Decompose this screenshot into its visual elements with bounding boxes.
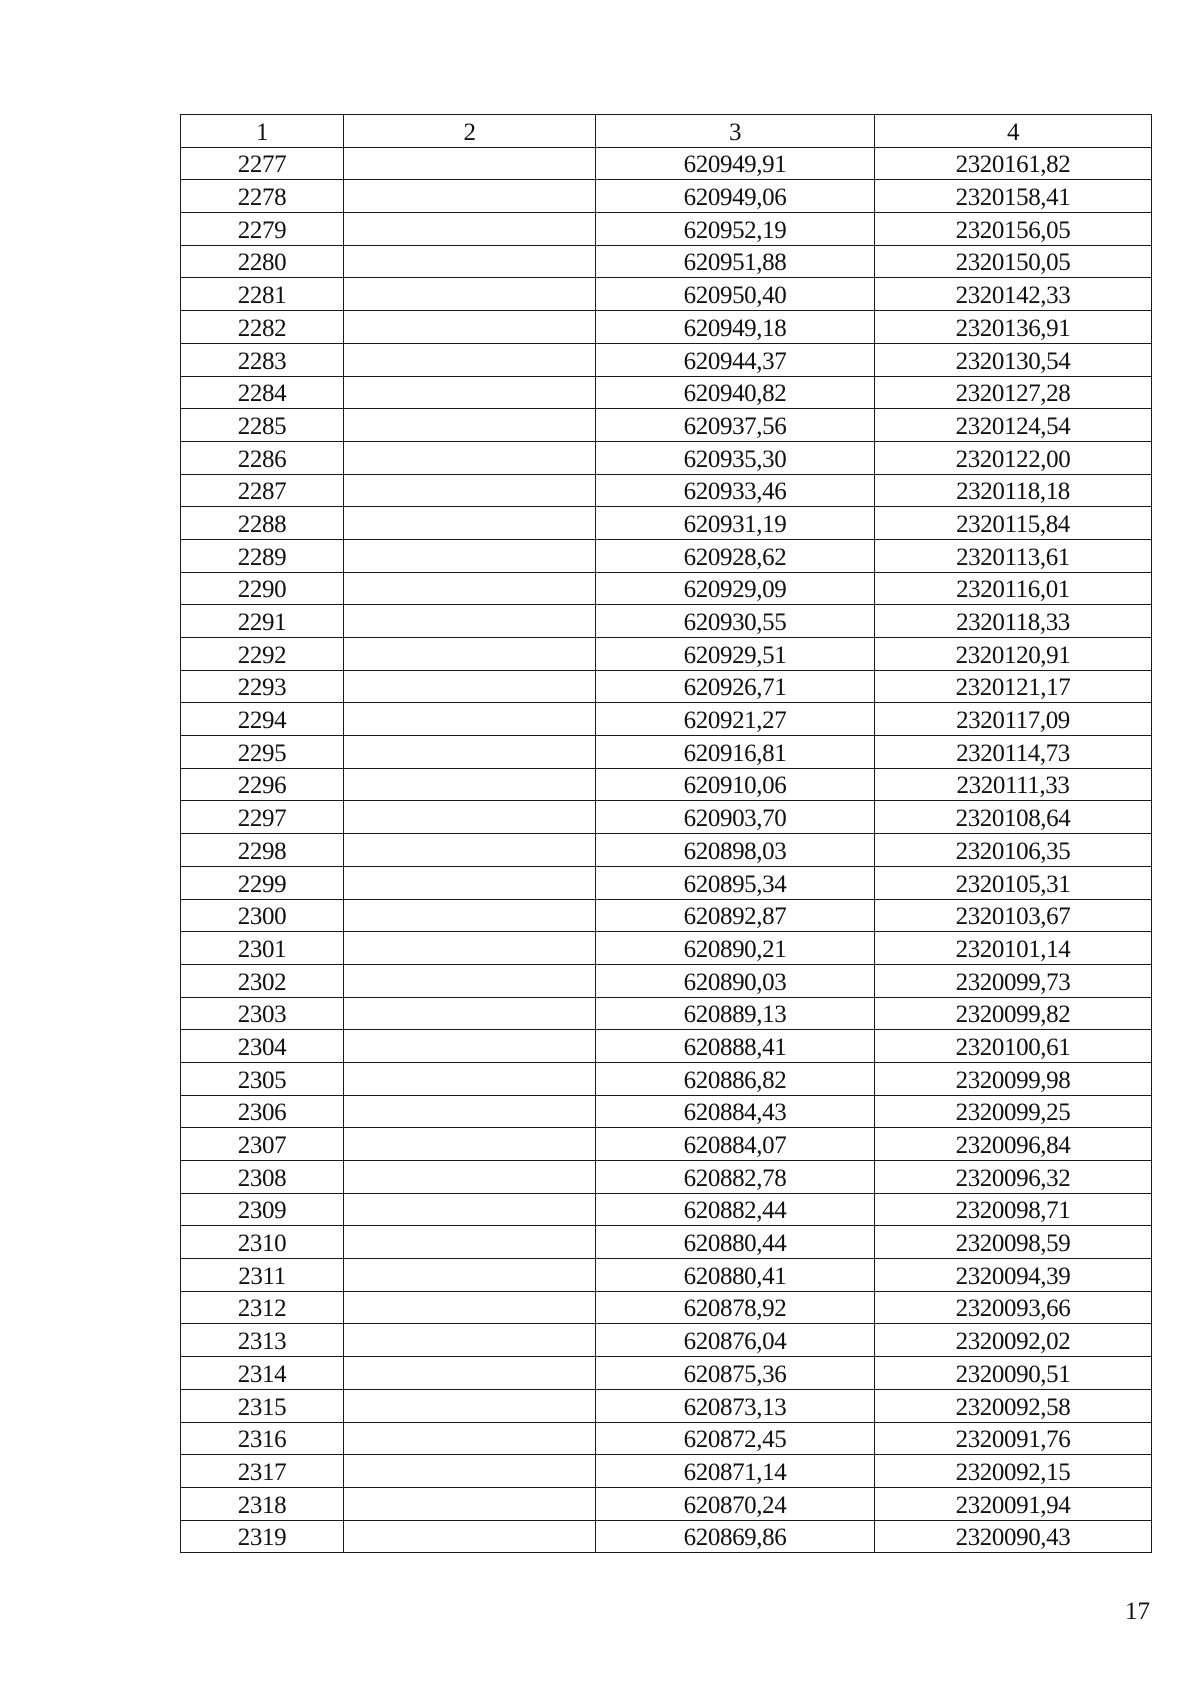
table-row bbox=[181, 899, 1152, 932]
table-row bbox=[181, 1520, 1152, 1553]
table-row bbox=[181, 180, 1152, 213]
table-header bbox=[181, 115, 1152, 148]
col-2-cell bbox=[344, 474, 596, 507]
y-coordinate-cell: 2320105,31 bbox=[875, 866, 1152, 899]
y-coordinate-cell: 2320091,94 bbox=[875, 1487, 1152, 1520]
point-number-cell: 2317 bbox=[181, 1455, 344, 1488]
y-coordinate-cell: 2320108,64 bbox=[875, 801, 1152, 834]
point-number-cell: 2279 bbox=[181, 213, 344, 246]
x-coordinate-cell: 620872,45 bbox=[596, 1422, 875, 1455]
y-coordinate-cell: 2320122,00 bbox=[875, 441, 1152, 474]
y-coordinate-cell: 2320156,05 bbox=[875, 213, 1152, 246]
col-2-cell bbox=[344, 1095, 596, 1128]
col-2-cell bbox=[344, 539, 596, 572]
y-coordinate-cell: 2320090,51 bbox=[875, 1357, 1152, 1390]
col-2-cell bbox=[344, 801, 596, 834]
table-row bbox=[181, 1226, 1152, 1259]
table-row bbox=[181, 376, 1152, 409]
y-coordinate-cell: 2320111,33 bbox=[875, 768, 1152, 801]
coordinates-table bbox=[180, 114, 1152, 1553]
table-row bbox=[181, 409, 1152, 442]
y-coordinate-cell: 2320114,73 bbox=[875, 736, 1152, 769]
x-coordinate-cell: 620890,03 bbox=[596, 964, 875, 997]
y-coordinate-cell: 2320098,71 bbox=[875, 1193, 1152, 1226]
x-coordinate-cell: 620888,41 bbox=[596, 1030, 875, 1063]
col-2-cell bbox=[344, 605, 596, 638]
col-2-cell bbox=[344, 507, 596, 540]
y-coordinate-cell: 2320121,17 bbox=[875, 670, 1152, 703]
x-coordinate-cell: 620878,92 bbox=[596, 1291, 875, 1324]
x-coordinate-cell: 620928,62 bbox=[596, 539, 875, 572]
col-2-cell bbox=[344, 899, 596, 932]
x-coordinate-cell: 620949,91 bbox=[596, 147, 875, 180]
table-body bbox=[181, 147, 1152, 1553]
y-coordinate-cell: 2320142,33 bbox=[875, 278, 1152, 311]
point-number-cell: 2319 bbox=[181, 1520, 344, 1553]
table-row bbox=[181, 605, 1152, 638]
y-coordinate-cell: 2320100,61 bbox=[875, 1030, 1152, 1063]
x-coordinate-cell: 620933,46 bbox=[596, 474, 875, 507]
y-coordinate-cell: 2320124,54 bbox=[875, 409, 1152, 442]
x-coordinate-cell: 620886,82 bbox=[596, 1062, 875, 1095]
x-coordinate-cell: 620937,56 bbox=[596, 409, 875, 442]
table-row bbox=[181, 1095, 1152, 1128]
y-coordinate-cell: 2320096,32 bbox=[875, 1161, 1152, 1194]
col-2-cell bbox=[344, 343, 596, 376]
point-number-cell: 2297 bbox=[181, 801, 344, 834]
page-number: 17 bbox=[1125, 1598, 1150, 1625]
col-2-cell bbox=[344, 213, 596, 246]
col-2-cell bbox=[344, 964, 596, 997]
y-coordinate-cell: 2320092,58 bbox=[875, 1389, 1152, 1422]
col-2-cell bbox=[344, 1389, 596, 1422]
x-coordinate-cell: 620950,40 bbox=[596, 278, 875, 311]
y-coordinate-cell: 2320103,67 bbox=[875, 899, 1152, 932]
y-coordinate-cell: 2320158,41 bbox=[875, 180, 1152, 213]
point-number-cell: 2318 bbox=[181, 1487, 344, 1520]
col-2-cell bbox=[344, 736, 596, 769]
table-row bbox=[181, 441, 1152, 474]
col-2-cell bbox=[344, 1291, 596, 1324]
y-coordinate-cell: 2320118,18 bbox=[875, 474, 1152, 507]
col-2-cell bbox=[344, 1357, 596, 1390]
point-number-cell: 2309 bbox=[181, 1193, 344, 1226]
x-coordinate-cell: 620940,82 bbox=[596, 376, 875, 409]
point-number-cell: 2311 bbox=[181, 1259, 344, 1292]
y-coordinate-cell: 2320116,01 bbox=[875, 572, 1152, 605]
point-number-cell: 2291 bbox=[181, 605, 344, 638]
table-row bbox=[181, 245, 1152, 278]
table-row bbox=[181, 1455, 1152, 1488]
header-col-4: 4 bbox=[875, 115, 1152, 148]
y-coordinate-cell: 2320092,15 bbox=[875, 1455, 1152, 1488]
x-coordinate-cell: 620869,86 bbox=[596, 1520, 875, 1553]
point-number-cell: 2281 bbox=[181, 278, 344, 311]
x-coordinate-cell: 620944,37 bbox=[596, 343, 875, 376]
point-number-cell: 2295 bbox=[181, 736, 344, 769]
table-row bbox=[181, 278, 1152, 311]
table-row bbox=[181, 1357, 1152, 1390]
table-row bbox=[181, 638, 1152, 671]
y-coordinate-cell: 2320092,02 bbox=[875, 1324, 1152, 1357]
col-2-cell bbox=[344, 1062, 596, 1095]
y-coordinate-cell: 2320130,54 bbox=[875, 343, 1152, 376]
col-2-cell bbox=[344, 1324, 596, 1357]
table-row bbox=[181, 1161, 1152, 1194]
point-number-cell: 2294 bbox=[181, 703, 344, 736]
col-2-cell bbox=[344, 670, 596, 703]
point-number-cell: 2303 bbox=[181, 997, 344, 1030]
point-number-cell: 2277 bbox=[181, 147, 344, 180]
x-coordinate-cell: 620929,51 bbox=[596, 638, 875, 671]
table-row bbox=[181, 147, 1152, 180]
x-coordinate-cell: 620952,19 bbox=[596, 213, 875, 246]
table-row bbox=[181, 1193, 1152, 1226]
table-row bbox=[181, 1291, 1152, 1324]
y-coordinate-cell: 2320115,84 bbox=[875, 507, 1152, 540]
x-coordinate-cell: 620935,30 bbox=[596, 441, 875, 474]
y-coordinate-cell: 2320117,09 bbox=[875, 703, 1152, 736]
col-2-cell bbox=[344, 376, 596, 409]
y-coordinate-cell: 2320127,28 bbox=[875, 376, 1152, 409]
point-number-cell: 2283 bbox=[181, 343, 344, 376]
point-number-cell: 2315 bbox=[181, 1389, 344, 1422]
table-row bbox=[181, 1422, 1152, 1455]
y-coordinate-cell: 2320120,91 bbox=[875, 638, 1152, 671]
y-coordinate-cell: 2320090,43 bbox=[875, 1520, 1152, 1553]
x-coordinate-cell: 620949,06 bbox=[596, 180, 875, 213]
header-col-3: 3 bbox=[596, 115, 875, 148]
table-row bbox=[181, 670, 1152, 703]
point-number-cell: 2304 bbox=[181, 1030, 344, 1063]
col-2-cell bbox=[344, 1487, 596, 1520]
table-row bbox=[181, 736, 1152, 769]
x-coordinate-cell: 620871,14 bbox=[596, 1455, 875, 1488]
col-2-cell bbox=[344, 311, 596, 344]
col-2-cell bbox=[344, 1455, 596, 1488]
table-row bbox=[181, 1487, 1152, 1520]
table-row bbox=[181, 964, 1152, 997]
point-number-cell: 2312 bbox=[181, 1291, 344, 1324]
table-row bbox=[181, 572, 1152, 605]
y-coordinate-cell: 2320161,82 bbox=[875, 147, 1152, 180]
col-2-cell bbox=[344, 768, 596, 801]
col-2-cell bbox=[344, 703, 596, 736]
point-number-cell: 2287 bbox=[181, 474, 344, 507]
point-number-cell: 2298 bbox=[181, 834, 344, 867]
y-coordinate-cell: 2320118,33 bbox=[875, 605, 1152, 638]
header-row bbox=[181, 115, 1152, 148]
point-number-cell: 2292 bbox=[181, 638, 344, 671]
table-row bbox=[181, 1128, 1152, 1161]
table-row bbox=[181, 703, 1152, 736]
table-row bbox=[181, 768, 1152, 801]
x-coordinate-cell: 620892,87 bbox=[596, 899, 875, 932]
table-row bbox=[181, 474, 1152, 507]
point-number-cell: 2280 bbox=[181, 245, 344, 278]
point-number-cell: 2285 bbox=[181, 409, 344, 442]
x-coordinate-cell: 620903,70 bbox=[596, 801, 875, 834]
header-col-2: 2 bbox=[344, 115, 596, 148]
point-number-cell: 2282 bbox=[181, 311, 344, 344]
table-row bbox=[181, 1030, 1152, 1063]
point-number-cell: 2316 bbox=[181, 1422, 344, 1455]
y-coordinate-cell: 2320093,66 bbox=[875, 1291, 1152, 1324]
x-coordinate-cell: 620889,13 bbox=[596, 997, 875, 1030]
x-coordinate-cell: 620926,71 bbox=[596, 670, 875, 703]
col-2-cell bbox=[344, 409, 596, 442]
col-2-cell bbox=[344, 441, 596, 474]
point-number-cell: 2308 bbox=[181, 1161, 344, 1194]
x-coordinate-cell: 620875,36 bbox=[596, 1357, 875, 1390]
point-number-cell: 2293 bbox=[181, 670, 344, 703]
point-number-cell: 2300 bbox=[181, 899, 344, 932]
x-coordinate-cell: 620951,88 bbox=[596, 245, 875, 278]
y-coordinate-cell: 2320113,61 bbox=[875, 539, 1152, 572]
y-coordinate-cell: 2320150,05 bbox=[875, 245, 1152, 278]
x-coordinate-cell: 620910,06 bbox=[596, 768, 875, 801]
y-coordinate-cell: 2320099,73 bbox=[875, 964, 1152, 997]
table-row bbox=[181, 507, 1152, 540]
y-coordinate-cell: 2320099,25 bbox=[875, 1095, 1152, 1128]
table-row bbox=[181, 1389, 1152, 1422]
point-number-cell: 2301 bbox=[181, 932, 344, 965]
point-number-cell: 2278 bbox=[181, 180, 344, 213]
point-number-cell: 2289 bbox=[181, 539, 344, 572]
x-coordinate-cell: 620884,07 bbox=[596, 1128, 875, 1161]
col-2-cell bbox=[344, 1128, 596, 1161]
y-coordinate-cell: 2320101,14 bbox=[875, 932, 1152, 965]
x-coordinate-cell: 620876,04 bbox=[596, 1324, 875, 1357]
col-2-cell bbox=[344, 834, 596, 867]
col-2-cell bbox=[344, 638, 596, 671]
point-number-cell: 2307 bbox=[181, 1128, 344, 1161]
table-row bbox=[181, 213, 1152, 246]
point-number-cell: 2296 bbox=[181, 768, 344, 801]
point-number-cell: 2305 bbox=[181, 1062, 344, 1095]
point-number-cell: 2302 bbox=[181, 964, 344, 997]
point-number-cell: 2310 bbox=[181, 1226, 344, 1259]
col-2-cell bbox=[344, 572, 596, 605]
table-row bbox=[181, 1324, 1152, 1357]
y-coordinate-cell: 2320091,76 bbox=[875, 1422, 1152, 1455]
table-row bbox=[181, 539, 1152, 572]
x-coordinate-cell: 620898,03 bbox=[596, 834, 875, 867]
x-coordinate-cell: 620870,24 bbox=[596, 1487, 875, 1520]
col-2-cell bbox=[344, 1161, 596, 1194]
x-coordinate-cell: 620880,44 bbox=[596, 1226, 875, 1259]
x-coordinate-cell: 620890,21 bbox=[596, 932, 875, 965]
x-coordinate-cell: 620884,43 bbox=[596, 1095, 875, 1128]
col-2-cell bbox=[344, 147, 596, 180]
col-2-cell bbox=[344, 997, 596, 1030]
col-2-cell bbox=[344, 1030, 596, 1063]
x-coordinate-cell: 620895,34 bbox=[596, 866, 875, 899]
header-col-1: 1 bbox=[181, 115, 344, 148]
point-number-cell: 2314 bbox=[181, 1357, 344, 1390]
x-coordinate-cell: 620873,13 bbox=[596, 1389, 875, 1422]
table-row bbox=[181, 1062, 1152, 1095]
point-number-cell: 2306 bbox=[181, 1095, 344, 1128]
x-coordinate-cell: 620931,19 bbox=[596, 507, 875, 540]
table-row bbox=[181, 866, 1152, 899]
col-2-cell bbox=[344, 1422, 596, 1455]
y-coordinate-cell: 2320106,35 bbox=[875, 834, 1152, 867]
y-coordinate-cell: 2320096,84 bbox=[875, 1128, 1152, 1161]
col-2-cell bbox=[344, 180, 596, 213]
point-number-cell: 2288 bbox=[181, 507, 344, 540]
col-2-cell bbox=[344, 245, 596, 278]
y-coordinate-cell: 2320094,39 bbox=[875, 1259, 1152, 1292]
col-2-cell bbox=[344, 1193, 596, 1226]
table-row bbox=[181, 801, 1152, 834]
point-number-cell: 2313 bbox=[181, 1324, 344, 1357]
table-row bbox=[181, 834, 1152, 867]
x-coordinate-cell: 620882,78 bbox=[596, 1161, 875, 1194]
table-row bbox=[181, 343, 1152, 376]
x-coordinate-cell: 620949,18 bbox=[596, 311, 875, 344]
point-number-cell: 2290 bbox=[181, 572, 344, 605]
table-row bbox=[181, 932, 1152, 965]
col-2-cell bbox=[344, 1259, 596, 1292]
table-row bbox=[181, 1259, 1152, 1292]
point-number-cell: 2284 bbox=[181, 376, 344, 409]
x-coordinate-cell: 620930,55 bbox=[596, 605, 875, 638]
point-number-cell: 2299 bbox=[181, 866, 344, 899]
x-coordinate-cell: 620921,27 bbox=[596, 703, 875, 736]
table-row bbox=[181, 311, 1152, 344]
y-coordinate-cell: 2320099,98 bbox=[875, 1062, 1152, 1095]
col-2-cell bbox=[344, 1226, 596, 1259]
col-2-cell bbox=[344, 932, 596, 965]
y-coordinate-cell: 2320098,59 bbox=[875, 1226, 1152, 1259]
col-2-cell bbox=[344, 866, 596, 899]
x-coordinate-cell: 620916,81 bbox=[596, 736, 875, 769]
col-2-cell bbox=[344, 278, 596, 311]
x-coordinate-cell: 620882,44 bbox=[596, 1193, 875, 1226]
y-coordinate-cell: 2320099,82 bbox=[875, 997, 1152, 1030]
y-coordinate-cell: 2320136,91 bbox=[875, 311, 1152, 344]
x-coordinate-cell: 620880,41 bbox=[596, 1259, 875, 1292]
col-2-cell bbox=[344, 1520, 596, 1553]
x-coordinate-cell: 620929,09 bbox=[596, 572, 875, 605]
table-row bbox=[181, 997, 1152, 1030]
point-number-cell: 2286 bbox=[181, 441, 344, 474]
